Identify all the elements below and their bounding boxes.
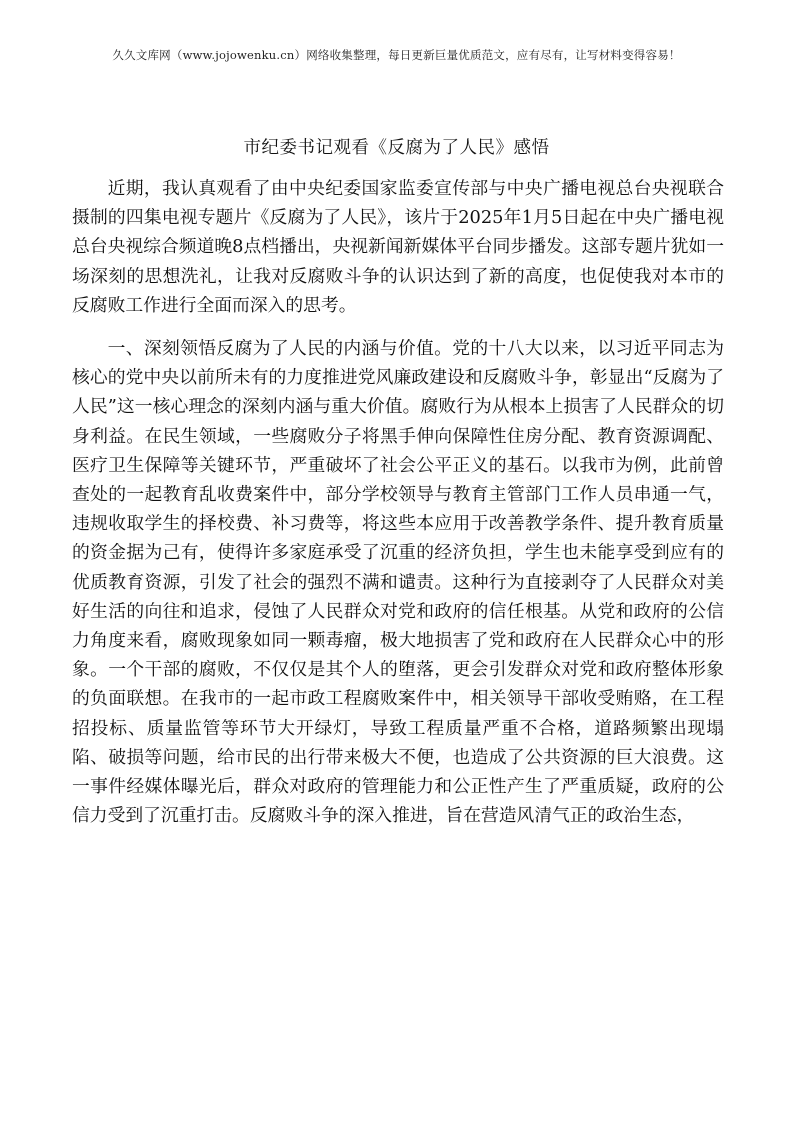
document-title: 市纪委书记观看《反腐为了人民》感悟 <box>243 138 550 158</box>
header-note: 久久文库网（www.jojowenku.cn）网络收集整理，每日更新巨量优质范文，应有尽有，让写材料变得容易！ <box>112 48 681 62</box>
document-body <box>72 174 724 830</box>
paragraph-intro: 近期，我认真观看了由中央纪委国家监委宣传部与中央广播电视总台央视联合摄制的四集电视专题片《反腐为了人民》，该片于2025年1月5日起在中央广播电视总台央视综合频道晚8点档播出，央视新闻新媒体平台同步播发。这部专题片犹如一场深刻的思想洗礼，让我对反腐败斗争的认识达到了新的高度，也促使我对本市的反腐败工作进行全面而深入的思考。 <box>72 178 724 316</box>
paragraph-section-one: 一、深刻领悟反腐为了人民的内涵与价值。党的十八大以来，以习近平同志为核心的党中央以前所未有的力度推进党风廉政建设和反腐败斗争，彰显出“反腐为了人民”这一核心理念的深刻内涵与重大价值。腐败行为从根本上损害了人民群众的切身利益。在民生领域，一些腐败分子将黑手伸向保障性住房分配、教育资源调配、医疗卫生保障等关键环节，严重破坏了社会公平正义的基石。以我市为例，此前曾查处的一起教育乱收费案件中，部分学校领导与教育主管部门工作人员串通一气，违规收取学生的择校费、补习费等，将这些本应用于改善教学条件、提升教育质量的资金据为己有，使得许多家庭承受了沉重的经济负担，学生也未能享受到应有的优质教育资源，引发了社会的强烈不满和谴责。这种行为直接剥夺了人民群众对美好生活的向往和追求，侵蚀了人民群众对党和政府的信任根基。从党和政府的公信力角度来看，腐败现象如同一颗毒瘤，极大地损害了党和政府在人民群众心中的形象。一个干部的腐败，不仅仅是其个人的堕落，更会引发群众对党和政府整体形象的负面联想。在我市的一起市政工程腐败案件中，相关领导干部收受贿赂，在工程招投标、质量监管等环节大开绿灯，导致工程质量严重不合格，道路频繁出现塌陷、破损等问题，给市民的出行带来极大不便，也造成了公共资源的巨大浪费。这一事件经媒体曝光后，群众对政府的管理能力和公正性产生了严重质疑，政府的公信力受到了沉重打击。反腐败斗争的深入推进，旨在营造风清气正的政治生态， <box>72 338 724 827</box>
